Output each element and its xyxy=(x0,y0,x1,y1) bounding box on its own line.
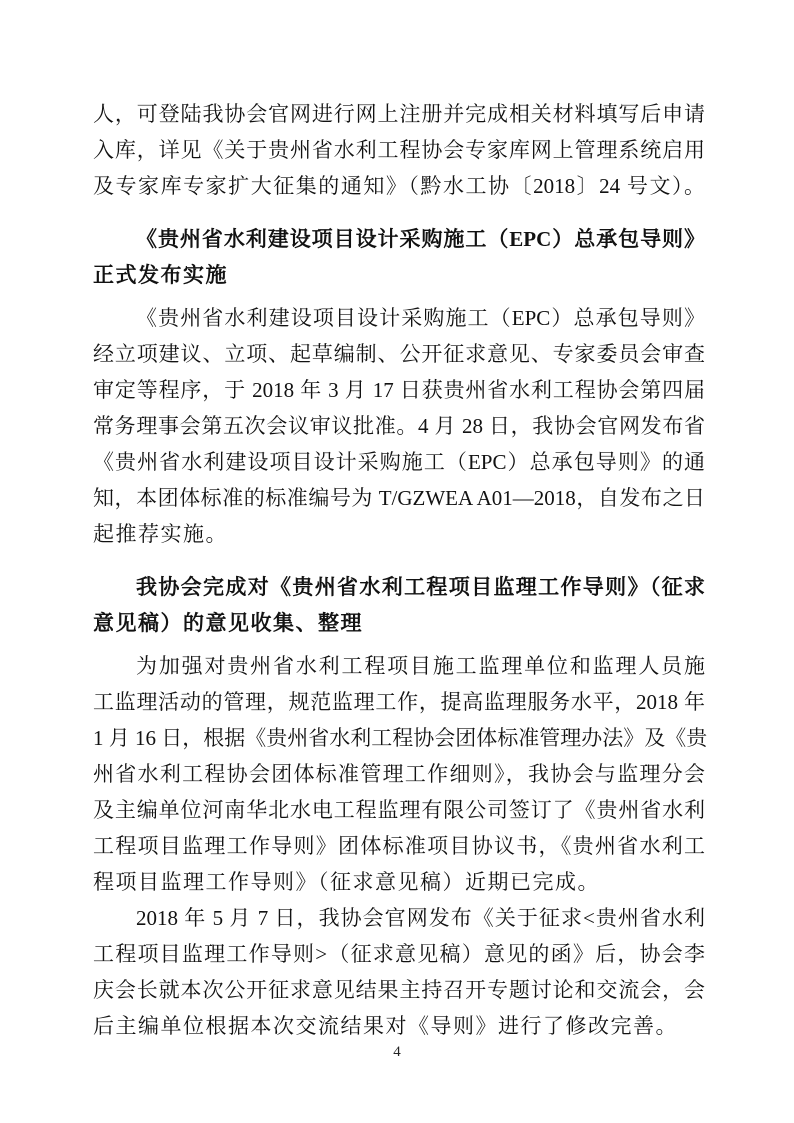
intro-paragraph xyxy=(93,96,705,204)
page-content xyxy=(93,96,708,1044)
section-heading-line: 我协会完成对《贵州省水利工程项目监理工作导则》（征求 xyxy=(136,575,705,599)
section-heading-line: 正式发布实施 xyxy=(93,263,228,287)
body-line: 程项目监理工作导则》（征求意见稿）近期已完成。 xyxy=(93,870,600,894)
body-line: 庆会长就本次公开征求意见结果主持召开专题讨论和交流会，会 xyxy=(93,978,705,1002)
section-heading-line: 《贵州省水利建设项目设计采购施工（EPC）总承包导则》 xyxy=(136,227,705,251)
body-line: 知，本团体标准的标准编号为 T/GZWEA A01—2018，自发布之日 xyxy=(93,486,705,510)
body-line: 2018 年 5 月 7 日，我协会官网发布《关于征求<贵州省水利 xyxy=(136,906,705,930)
body-line: 州省水利工程协会团体标准管理工作细则》，我协会与监理分会 xyxy=(93,762,705,786)
body-line: 《贵州省水利建设项目设计采购施工（EPC）总承包导则》 xyxy=(136,306,705,330)
section-supervision-paragraph-1 xyxy=(93,648,708,900)
section-epc-paragraph xyxy=(93,300,705,552)
section-supervision-paragraph-2 xyxy=(93,900,705,1044)
body-line: 工监理活动的管理，规范监理工作，提高监理服务水平，2018 年 xyxy=(93,690,705,714)
section-heading-line: 意见稿）的意见收集、整理 xyxy=(93,611,363,635)
body-line: 常务理事会第五次会议审议批准。4 月 28 日，我协会官网发布省 xyxy=(93,414,705,438)
section-supervision-heading xyxy=(93,569,705,641)
body-line: 审定等程序，于 2018 年 3 月 17 日获贵州省水利工程协会第四届 xyxy=(93,378,705,402)
body-line: 1 月 16 日，根据《贵州省水利工程协会团体标准管理办法》及《贵 xyxy=(93,726,708,750)
body-line: 及专家库专家扩大征集的通知》（黔水工协〔2018〕24 号文）。 xyxy=(93,174,705,198)
body-line: 经立项建议、立项、起草编制、公开征求意见、专家委员会审查 xyxy=(93,342,705,366)
body-line: 及主编单位河南华北水电工程监理有限公司签订了《贵州省水利 xyxy=(93,798,705,822)
body-line: 为加强对贵州省水利工程项目施工监理单位和监理人员施 xyxy=(136,654,705,678)
body-line: 工程项目监理工作导则》团体标准项目协议书，《贵州省水利工 xyxy=(93,834,705,858)
body-line: 《贵州省水利建设项目设计采购施工（EPC）总承包导则》的通 xyxy=(93,450,705,474)
body-line: 工程项目监理工作导则>（征求意见稿）意见的函》后，协会李 xyxy=(93,942,705,966)
body-line: 起推荐实施。 xyxy=(93,522,228,546)
section-epc-heading xyxy=(93,221,705,293)
page-number: 4 xyxy=(393,1044,401,1060)
body-line: 后主编单位根据本次交流结果对《导则》进行了修改完善。 xyxy=(93,1014,678,1038)
body-line: 入库，详见《关于贵州省水利工程协会专家库网上管理系统启用 xyxy=(93,138,705,162)
body-line: 人，可登陆我协会官网进行网上注册并完成相关材料填写后申请 xyxy=(93,102,705,126)
